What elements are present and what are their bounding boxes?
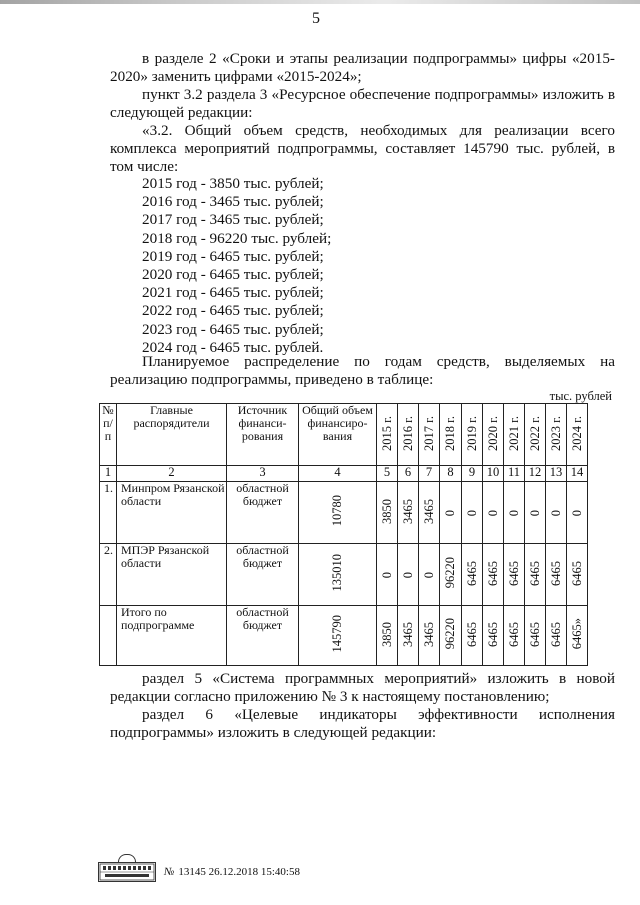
paragraph-4-line-1: Планируемое распределение по годам средств, выделяемых на [142,353,615,370]
row-value: 3465 [421,621,436,647]
year-item: 2021 год - 6465 тыс. рублей; [142,284,324,302]
row-num: 2. [100,544,117,606]
paragraph-1-line-1: в разделе 2 «Сроки и этапы реализации подпрограммы» цифры «2015- [142,50,615,67]
years-list [142,175,331,357]
row-value: 96220 [443,618,457,650]
row-value: 0 [379,571,394,578]
row-num [100,606,117,666]
header-year: 2021 г. [506,415,521,451]
row-value: 0 [421,571,436,578]
row-value: 6465 [527,560,542,586]
paragraph-6-line-2: подпрограммы» изложить в следующей редакции: [110,724,437,741]
row-value: 0 [527,509,542,516]
row-value: 6465 [548,560,563,586]
row-value: 0 [443,509,457,516]
header-year: 2015 г. [379,415,394,451]
row-manager: Минпром Рязанской области [117,482,227,544]
row-total: 145790 [330,615,344,653]
header-year: 2023 г. [548,415,563,451]
row-value: 3850 [379,621,394,647]
header-year: 2020 г. [485,415,500,451]
row-value: 6465 [506,560,521,586]
column-number: 7 [419,466,440,482]
year-item: 2023 год - 6465 тыс. рублей; [142,320,324,338]
header-managers: Главные распорядители [117,404,227,466]
paragraph-1-line-2: 2020» заменить цифрами «2015-2024»; [110,68,362,85]
row-value: 6465 [527,621,542,647]
column-number: 2 [117,466,227,482]
row-source: областной бюджет [227,482,299,544]
row-value: 96220 [443,557,457,589]
paragraph-4-line-2: реализацию подпрограммы, приведено в таблице: [110,371,434,388]
row-value: 0 [464,509,479,516]
row-total: 135010 [330,554,344,592]
stamp-pattern-icon [99,863,155,881]
column-number-row [100,466,588,482]
table-header-row [100,404,588,466]
row-value: 0 [400,571,415,578]
column-number: 11 [504,466,525,482]
header-num: № п/п [100,404,117,466]
row-value: 3465 [421,498,436,524]
year-item: 2018 год - 96220 тыс. рублей; [142,229,332,247]
table-row [100,482,588,544]
paragraph-2-line-1: пункт 3.2 раздела 3 «Ресурсное обеспечение подпрограммы» изложить в [142,86,615,103]
header-total: Общий объем финансиро-вания [299,404,377,466]
row-value: 0 [569,509,584,516]
column-number: 5 [377,466,398,482]
row-value: 6465 [569,560,584,586]
financing-table [99,403,588,666]
row-source: областной бюджет [227,606,299,666]
column-number: 13 [546,466,567,482]
row-value: 0 [485,509,500,516]
column-number: 1 [100,466,117,482]
table-row [100,544,588,606]
year-item: 2015 год - 3850 тыс. рублей; [142,175,324,192]
row-value: 6465 [548,621,563,647]
row-total: 10780 [330,495,344,527]
row-value: 6465 [506,621,521,647]
header-year: 2019 г. [464,415,479,451]
row-value: 6465» [569,618,584,650]
registration-footer [98,860,458,882]
header-year: 2016 г. [400,415,415,451]
row-value: 6465 [464,621,479,647]
number-sign: № [164,866,175,878]
row-source: областной бюджет [227,544,299,606]
column-number: 8 [440,466,462,482]
row-value: 6465 [485,560,500,586]
column-number: 6 [398,466,419,482]
paragraph-6-line-1: раздел 6 «Целевые индикаторы эффективности исполнения [142,706,615,723]
row-value: 0 [548,509,563,516]
header-source: Источник финанси-рования [227,404,299,466]
row-value: 6465 [464,560,479,586]
column-number: 12 [525,466,546,482]
paragraph-5-line-2: редакции согласно приложению № 3 к настоящему постановлению; [110,688,550,705]
column-number: 3 [227,466,299,482]
row-value: 6465 [485,621,500,647]
header-year: 2024 г. [569,415,584,451]
column-number: 14 [567,466,588,482]
header-year: 2018 г. [443,415,457,451]
row-num: 1. [100,482,117,544]
paragraph-2-line-2: следующей редакции: [110,104,253,121]
registration-text: 13145 26.12.2018 15:40:58 [178,866,300,878]
header-year: 2022 г. [527,415,542,451]
year-item: 2016 год - 3465 тыс. рублей; [142,193,324,211]
year-item: 2022 год - 6465 тыс. рублей; [142,302,324,320]
row-value: 3465 [400,498,415,524]
page-number: 5 [312,10,320,27]
row-manager: МПЭР Рязанской области [117,544,227,606]
document-stamp-icon [98,862,156,882]
year-item: 2017 год - 3465 тыс. рублей; [142,211,324,229]
paragraph-5-line-1: раздел 5 «Система программных мероприятий» изложить в новой [142,670,615,687]
paragraph-3-line-2: комплекса мероприятий подпрограммы, составляет 145790 тыс. рублей, в [110,140,615,157]
table-unit-label: тыс. рублей [549,389,612,403]
row-value: 0 [506,509,521,516]
scan-top-edge [0,0,640,4]
table-row [100,606,588,666]
paragraph-3-line-3: том числе: [110,158,179,175]
row-value: 3465 [400,621,415,647]
row-manager: Итого по подпрограмме [117,606,227,666]
column-number: 10 [483,466,504,482]
row-value: 3850 [379,498,394,524]
header-year: 2017 г. [421,415,436,451]
paragraph-3-line-1: «3.2. Общий объем средств, необходимых для реализации всего [142,122,615,139]
year-item: 2019 год - 6465 тыс. рублей; [142,247,324,265]
year-item: 2020 год - 6465 тыс. рублей; [142,266,324,284]
column-number: 4 [299,466,377,482]
registration-stamp [164,866,300,878]
year-item: 2024 год - 6465 тыс. рублей. [142,338,324,356]
column-number: 9 [462,466,483,482]
